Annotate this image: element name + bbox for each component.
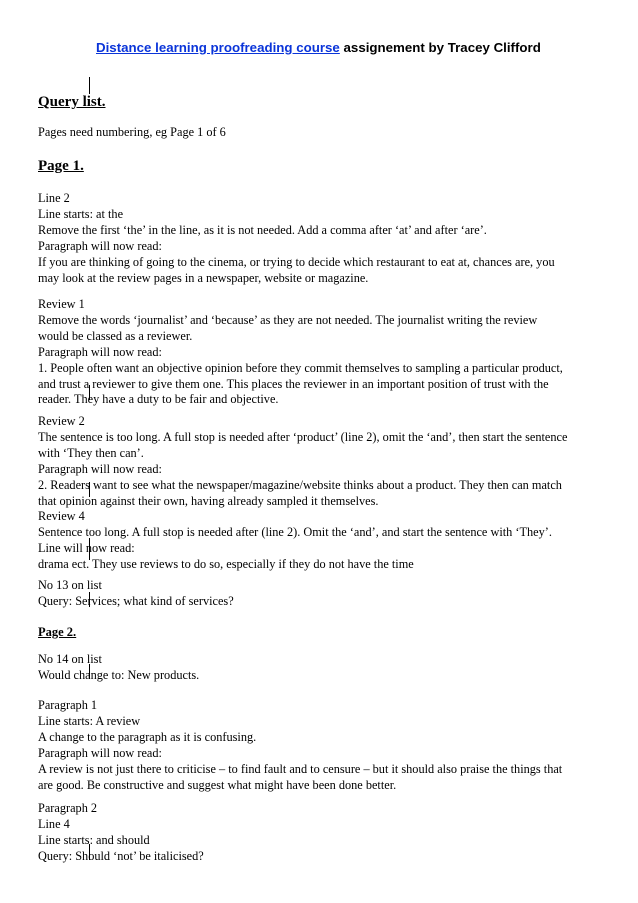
page-2-heading: Page 2. [38,625,77,639]
text-line: A review is not just there to criticise – to find fault and to censure – but it should also praise the things that [38,761,563,776]
text-line: The sentence is too long. A full stop is needed after ‘product’ (line 2), omit the ‘and’, then start the sentence [38,429,568,444]
text-line: 2. Readers want to see what the newspaper/magazine/website thinks about a product. They then can match [38,477,562,492]
title-rest: assignement by Tracey Clifford [339,40,541,55]
paragraph-2-section [38,801,608,865]
text-line: Remove the first ‘the’ in the line, as it is not needed. Add a comma after ‘at’ and after ‘are’. [38,222,487,237]
text-line: Line starts: A review [38,713,141,728]
text-line: Paragraph will now read: [38,745,162,760]
text-line: Query: Services; what kind of services? [38,593,234,608]
no-14-section [38,652,608,684]
pages-note-text: Pages need numbering, eg Page 1 of 6 [38,125,226,139]
text-line: Paragraph 1 [38,698,98,712]
document-title [96,40,616,55]
text-line: drama ect. They use reviews to do so, especially if they do not have the time [38,557,414,572]
text-line: Review 4 [38,509,85,524]
text-line: Review 1 [38,297,85,311]
pages-note [38,125,608,141]
text-line: No 13 on list [38,578,102,592]
page-1-heading: Page 1. [38,158,84,174]
text-line: 1. People often want an objective opinion before they commit themselves to sampling a particular product, [38,360,563,375]
text-line: A change to the paragraph as it is confusing. [38,729,257,744]
text-line: reader. They have a duty to be fair and objective. [38,392,279,407]
text-line: that opinion against their own, having already sampled it themselves. [38,493,379,508]
no-13-section [38,578,608,610]
text-line: would be classed as a reviewer. [38,328,193,343]
text-line: Remove the words ‘journalist’ and ‘because’ as they are not needed. The journalist writing the review [38,312,538,327]
text-line: are good. Be constructive and suggest what might have been done better. [38,777,397,792]
line-2-section [38,191,608,286]
text-line: and trust a reviewer to give them one. This places the reviewer in an important position of trust with the [38,376,549,391]
text-line: Query: Should ‘not’ be italicised? [38,848,204,863]
text-line: Sentence too long. A full stop is needed after (line 2). Omit the ‘and’, and start the sentence with ‘They’. [38,525,552,540]
review-1-section [38,297,608,408]
text-line: Paragraph will now read: [38,461,162,476]
text-line: Paragraph will now read: [38,344,162,359]
text-line: with ‘They then can’. [38,445,144,460]
text-line: Would change to: New products. [38,667,200,682]
review-2-section [38,414,608,573]
course-title-link[interactable]: Distance learning proofreading course [96,40,340,55]
text-line: Line 4 [38,816,70,831]
text-line: Line will now read: [38,541,135,556]
text-line: Paragraph will now read: [38,238,162,253]
text-line: Line starts: and should [38,832,150,847]
text-line: may look at the review pages in a newspaper, website or magazine. [38,270,369,285]
query-list-heading: Query list. [38,94,106,110]
paragraph-1-section [38,698,608,793]
text-line: Review 2 [38,414,85,428]
text-line: Paragraph 2 [38,801,98,815]
text-line: Line starts: at the [38,206,124,221]
text-line: Line 2 [38,191,70,205]
text-line: No 14 on list [38,652,102,666]
text-line: If you are thinking of going to the cinema, or trying to decide which restaurant to eat at, chances are, you [38,254,555,269]
cursor-mark [89,77,90,94]
